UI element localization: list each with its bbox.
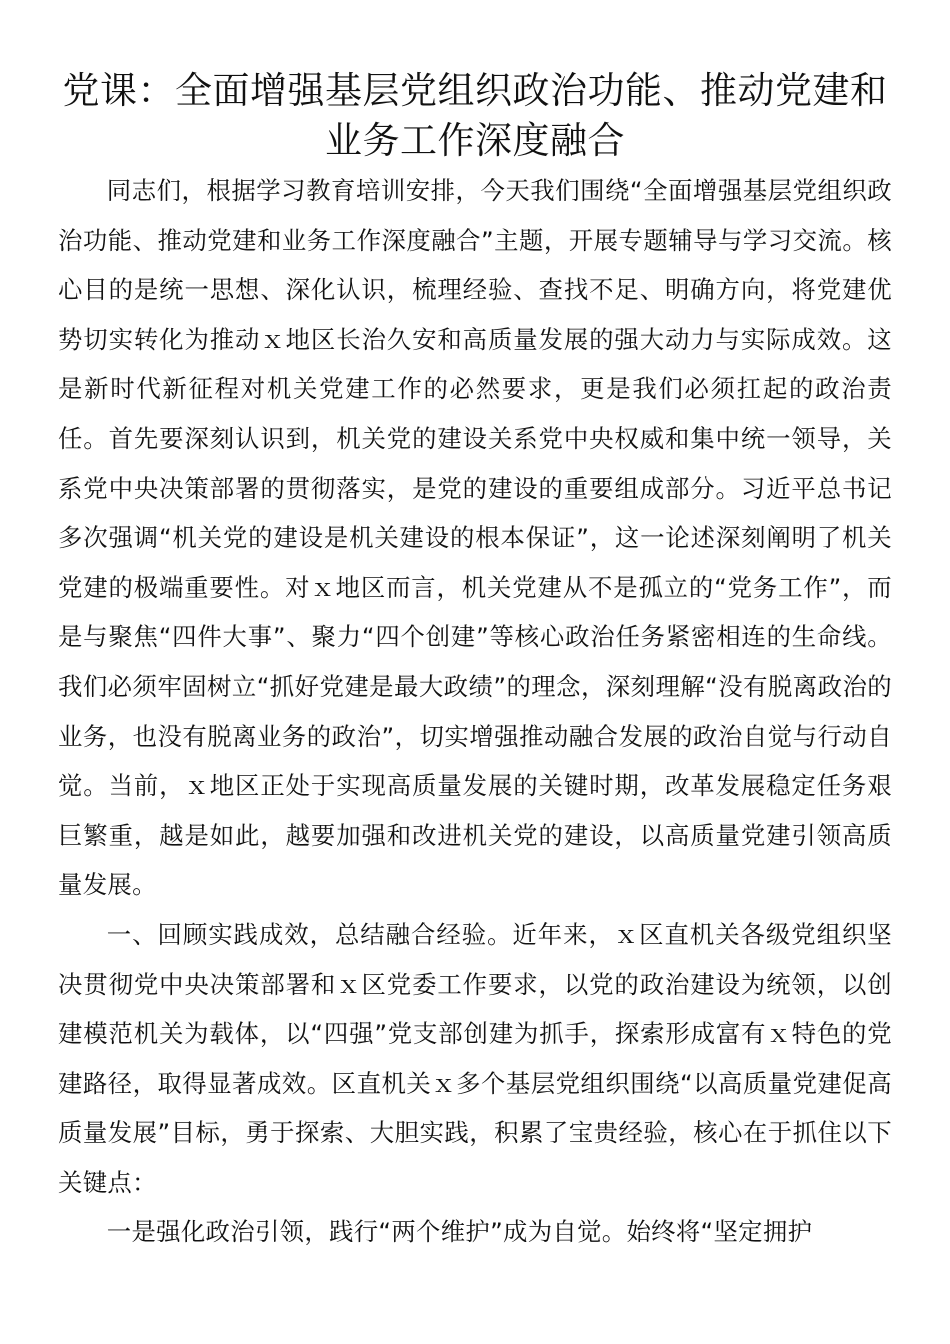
section-one-paragraph: 一、回顾实践成效，总结融合经验。近年来，ｘ区直机关各级党组织坚决贯彻党中央决策部署和ｘ区党委工作要求，以党的政治建设为统领，以创建模范机关为载体，以“四强”党支部创建为抓手，探索形成富有ｘ特色的党建路径，取得显著成效。区直机关ｘ多个基层党组织围绕“以高质量党建促高质量发展”目标，勇于探索、大胆实践，积累了宝贵经验，核心在于抓住以下关键点： (58, 919, 892, 1197)
point-one-paragraph: 一是强化政治引领，践行“两个维护”成为自觉。始终将“坚定拥护 (106, 1217, 813, 1247)
document-page (58, 66, 892, 1257)
document-title: 党课：全面增强基层党组织政治功能、推动党建和业务工作深度融合 (62, 69, 888, 162)
intro-paragraph: 同志们，根据学习教育培训安排，今天我们围绕“全面增强基层党组织政治功能、推动党建和业务工作深度融合”主题，开展专题辅导与学习交流。核心目的是统一思想、深化认识，梳理经验、查找不足、明确方向，将党建优势切实转化为推动ｘ地区长治久安和高质量发展的强大动力与实际成效。这是新时代新征程对机关党建工作的必然要求，更是我们必须扛起的政治责任。首先要深刻认识到，机关党的建设关系党中央权威和集中统一领导，关系党中央决策部署的贯彻落实，是党的建设的重要组成部分。习近平总书记多次强调“机关党的建设是机关建设的根本保证”，这一论述深刻阐明了机关党建的极端重要性。对ｘ地区而言，机关党建从不是孤立的“党务工作”，而是与聚焦“四件大事”、聚力“四个创建”等核心政治任务紧密相连的生命线。我们必须牢固树立“抓好党建是最大政绩”的理念，深刻理解“没有脱离政治的业务，也没有脱离业务的政治”，切实增强推动融合发展的政治自觉与行动自觉。当前，ｘ地区正处于实现高质量发展的关键时期，改革发展稳定任务艰巨繁重，越是如此，越要加强和改进机关党的建设，以高质量党建引领高质量发展。 (58, 176, 892, 900)
